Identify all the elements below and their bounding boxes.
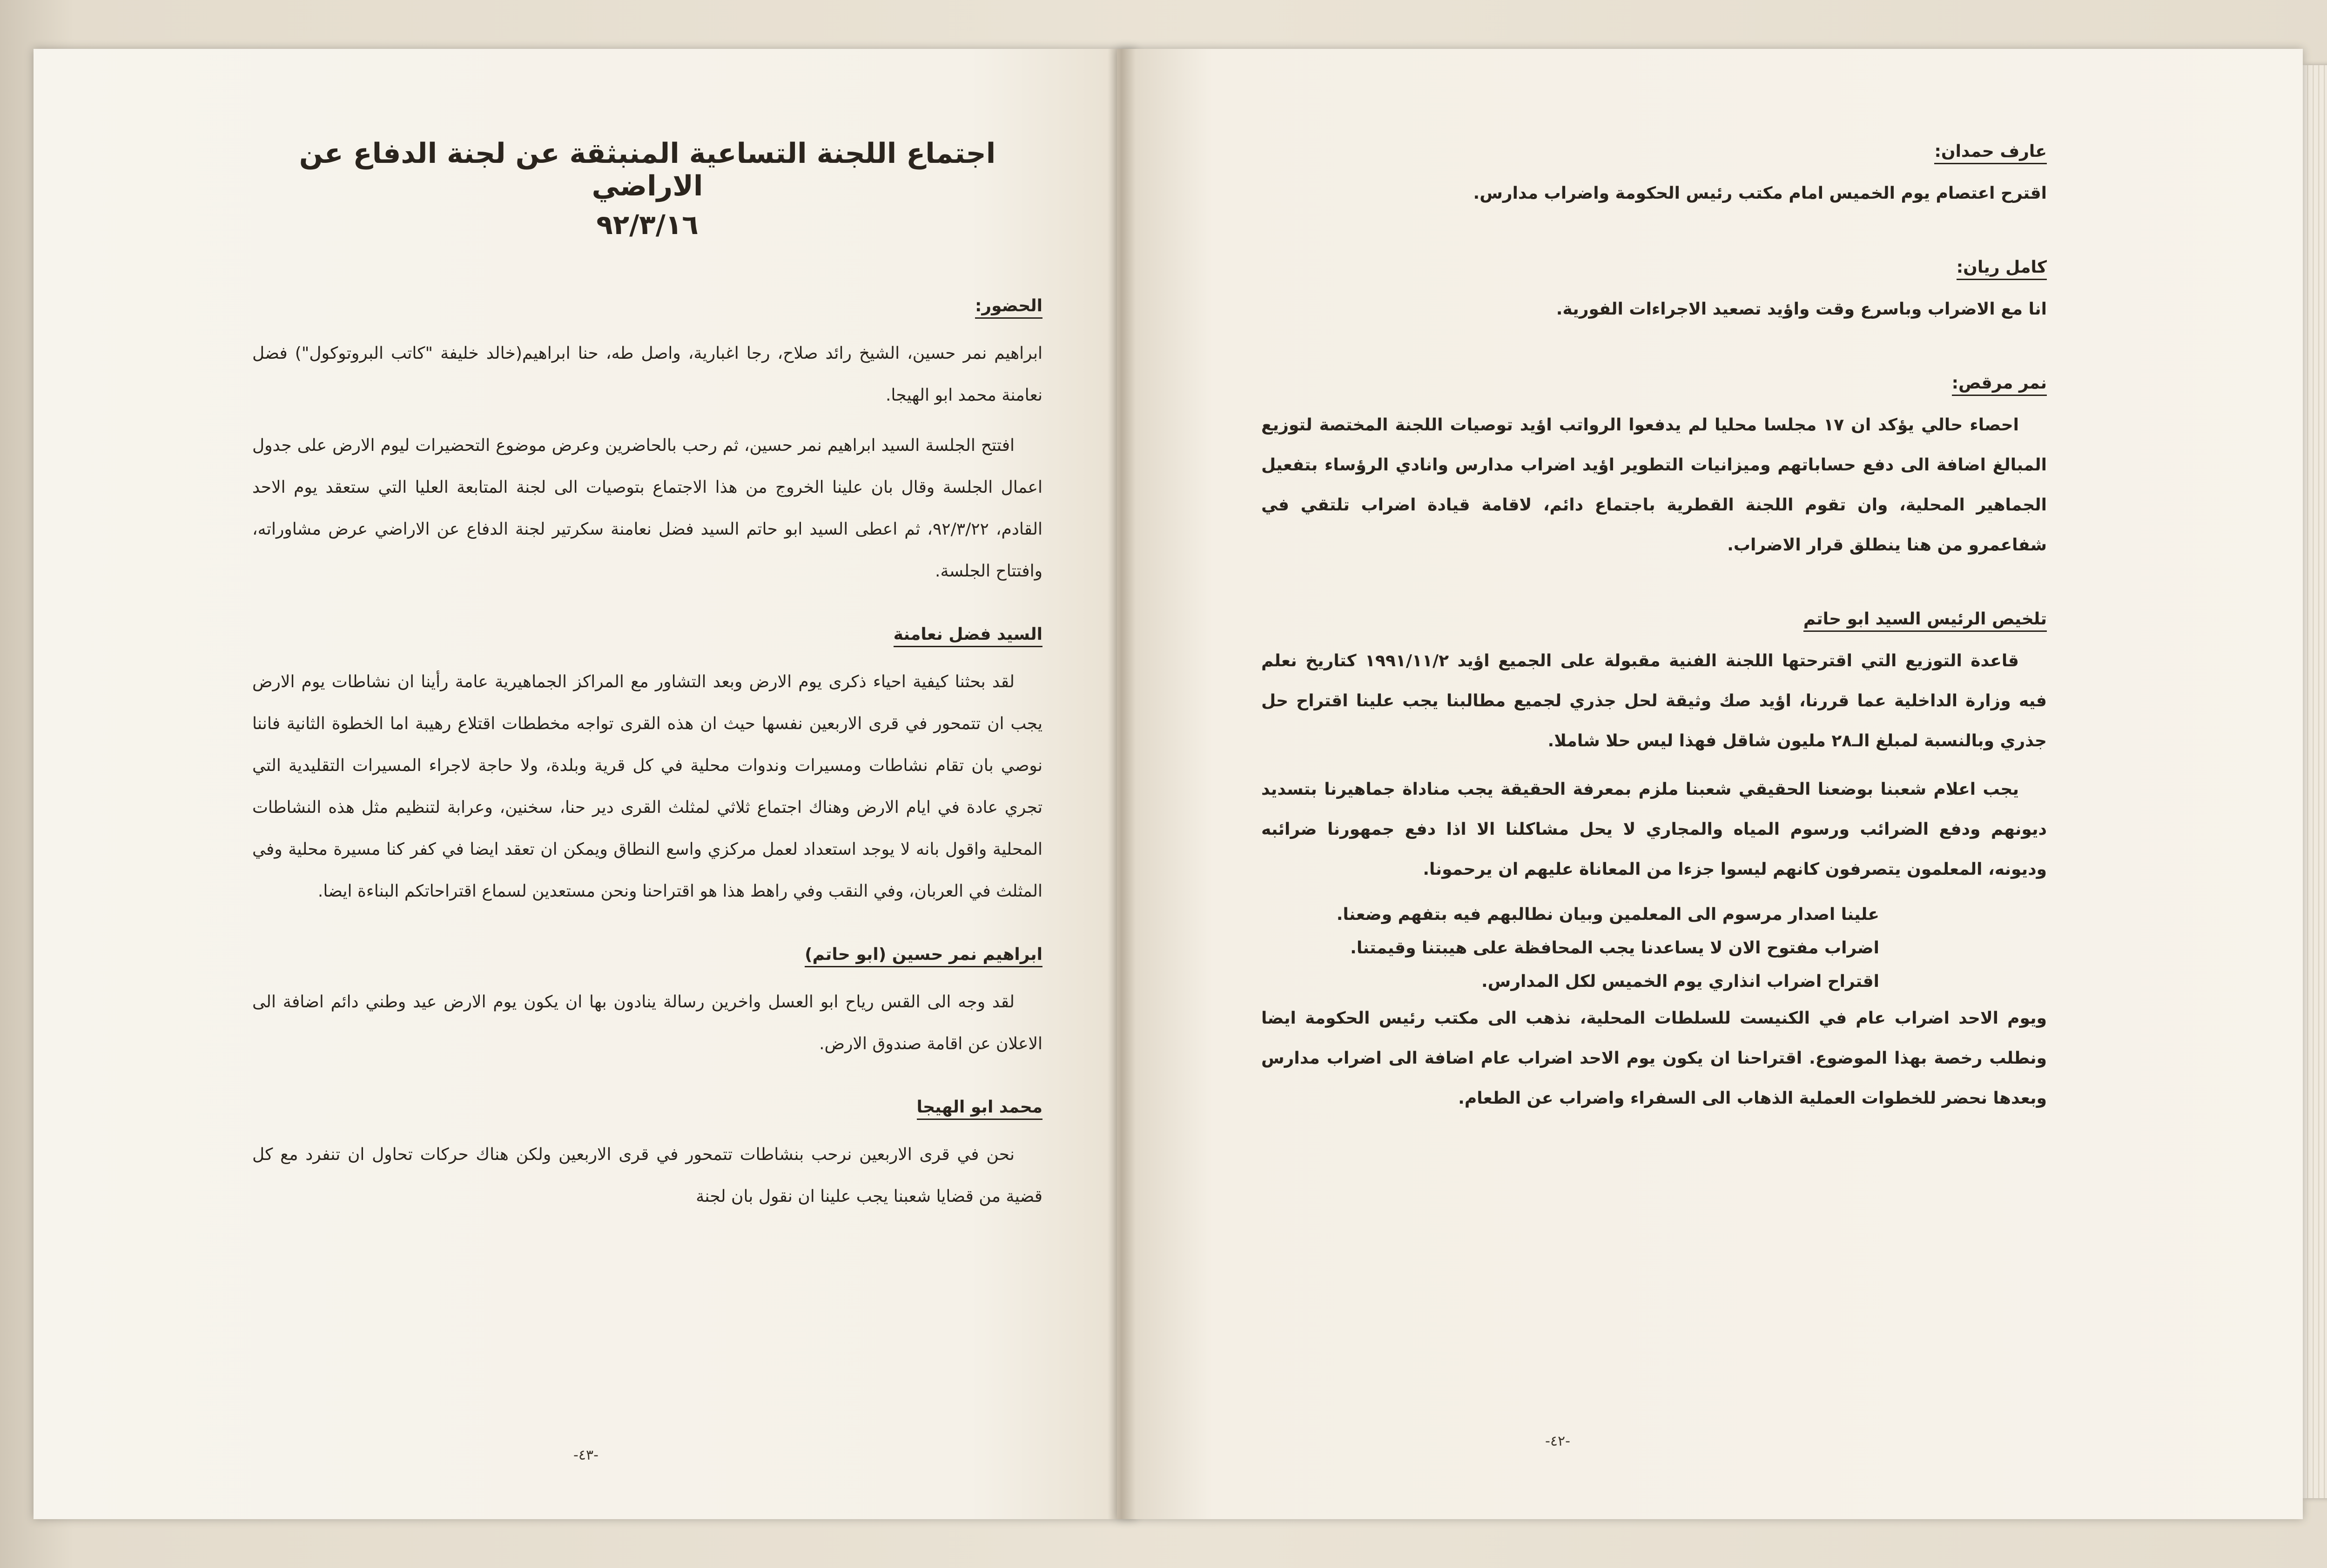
left-page-content bbox=[252, 137, 1042, 1250]
speaker-section bbox=[252, 625, 1042, 912]
summary-paragraph: يجب اعلام شعبنا بوضعنا الحقيقي شعبنا ملزم بمعرفة الحقيقة يجب مناداة جماهيرنا بتسديد ديونهم ودفع الضرائب ورسوم المياه والمجاري لا يحل مشاكلنا الا اذا دفع جمهورنا ضرائبه وديونه، المعلمون يتصرفون كانهم ليسوا جزءا من المعاناة عليهم ان يرحمونا. bbox=[1261, 780, 2047, 879]
attendance-section bbox=[252, 296, 1042, 592]
summary-paragraph: ويوم الاحد اضراب عام في الكنيست للسلطات المحلية، نذهب الى مكتب رئيس الحكومة ايضا ونطلب رخصة بهذا الموضوع. اقتراحنا ان يكون يوم الاحد اضراب عام اضافة الى اضراب مدارس وبعدها نحضر للخطوات العملية الذهاب الى السفراء واضراب عن الطعام. bbox=[1261, 1009, 2047, 1108]
speaker-label: كامل ريان: bbox=[1957, 258, 2047, 280]
speaker-section bbox=[1261, 258, 2047, 329]
speaker-label: نمر مرقص: bbox=[1952, 374, 2047, 396]
speaker-text: انا مع الاضراب وباسرع وقت واؤيد تصعيد الاجراءات الفورية. bbox=[1556, 300, 2047, 319]
speaker-label: السيد فضل نعامنة bbox=[894, 625, 1042, 647]
page-number: -٤٢- bbox=[1545, 1433, 1570, 1449]
summary-paragraph: قاعدة التوزيع التي اقترحتها اللجنة الفنية مقبولة على الجميع اؤيد ١٩٩١/١١/٢ كتاريخ نعلم فيه وزارة الداخلية عما قررنا، اؤيد صك وثيقة لحل جذري لجميع مطالبنا يجب علينا اقتراح حل جذري وبالنسبة لمبلغ الـ٢٨ مليون شاقل فهذا ليس حلا شاملا. bbox=[1261, 651, 2047, 750]
left-page bbox=[34, 49, 1136, 1519]
speaker-label: محمد ابو الهيجا bbox=[917, 1098, 1042, 1120]
speaker-section bbox=[252, 945, 1042, 1065]
speaker-text: احصاء حالي يؤكد ان ١٧ مجلسا محليا لم يدفعوا الرواتب اؤيد توصيات اللجنة المختصة لتوزيع المبالغ اضافة الى دفع حساباتهم وميزانيات التطوير اؤيد اضراب مدارس وانادي الرؤساء بتفعيل الجماهير المحلية، وان تقوم اللجنة القطرية باجتماع دائم، لاقامة قيادة اضراب تلتقي في شفاعمرو من هنا ينطلق قرار الاضراب. bbox=[1261, 415, 2047, 555]
speaker-label: ابراهيم نمر حسين (ابو حاتم) bbox=[805, 945, 1042, 967]
document-date: ٩٢/٣/١٦ bbox=[596, 209, 699, 241]
document-title: اجتماع اللجنة التساعية المنبثقة عن لجنة الدفاع عن الاراضي bbox=[299, 137, 996, 202]
book-gutter bbox=[1108, 49, 1136, 1519]
speaker-text: نحن في قرى الاربعين نرحب بنشاطات تتمحور في قرى الاربعين ولكن هناك حركات تحاول ان تنفرد مع كل قضية من قضايا شعبنا يجب علينا ان نقول بان لجنة bbox=[252, 1145, 1042, 1206]
summary-line: اضراب مفتوح الان لا يساعدنا يجب المحافظة على هيبتنا وقيمتنا. bbox=[1350, 938, 1879, 958]
right-page bbox=[1117, 49, 2303, 1519]
summary-section bbox=[1261, 610, 2047, 1119]
summary-label: تلخيص الرئيس السيد ابو حاتم bbox=[1803, 610, 2047, 632]
page-edge-stack bbox=[2303, 65, 2327, 1498]
speaker-section bbox=[1261, 142, 2047, 214]
speaker-text: لقد وجه الى القس رياح ابو العسل واخرين رسالة ينادون بها ان يكون يوم الارض عيد وطني دائم اضافة الى الاعلان عن اقامة صندوق الارض. bbox=[252, 992, 1042, 1053]
attendance-text: ابراهيم نمر حسين، الشيخ رائد صلاح، رجا اغبارية، واصل طه، حنا ابراهيم(خالد خليفة "كاتب البروتوكول") فضل نعامنة محمد ابو الهيجا. bbox=[252, 344, 1042, 405]
speaker-section bbox=[1261, 374, 2047, 565]
speaker-label: عارف حمدان: bbox=[1934, 142, 2047, 164]
right-page-content bbox=[1261, 142, 2047, 1163]
summary-line: اقتراح اضراب انذاري يوم الخميس لكل المدارس. bbox=[1481, 972, 1879, 991]
attendance-label: الحضور: bbox=[975, 296, 1042, 319]
page-number: -٤٣- bbox=[573, 1447, 599, 1463]
speaker-text: لقد بحثنا كيفية احياء ذكرى يوم الارض وبعد التشاور مع المراكز الجماهيرية عامة رأينا ان نشاطات يوم الارض يجب ان تتمحور في قرى الاربعين نفسها حيث ان هذه القرى تواجه مخططات اقتلاع رهيبة اما الخطوة الثانية فاننا نوصي بان تقام نشاطات ومسيرات وندوات محلية في كل قرية وبلدة، ولا حاجة لاجراء المسيرات التقليدية التي تجري عادة في ايام الارض وهناك اجتماع ثلاثي لمثلث القرى دير حنا، سخنين، وعرابة لتنظيم مثل هذه النشاطات المحلية واقول بانه لا يوجد استعداد لعمل مركزي واسع النطاق ويمكن ان تعقد ايضا في كفر كنا مسيرة محلية وفي المثلث في العربان، وفي النقب وفي راهط هذا هو اقتراحنا ونحن مستعدين لسماع اقتراحاتكم البناءة ايضا. bbox=[252, 672, 1042, 901]
opening-text: افتتح الجلسة السيد ابراهيم نمر حسين، ثم رحب بالحاضرين وعرض موضوع التحضيرات ليوم الارض على جدول اعمال الجلسة وقال بان علينا الخروج من هذا الاجتماع بتوصيات الى لجنة المتابعة العليا التي ستعقد يوم الاحد القادم، ٩٢/٣/٢٢، ثم اعطى السيد ابو حاتم السيد فضل نعامنة سكرتير لجنة الدفاع عن الاراضي عرض مشاوراته، وافتتاح الجلسة. bbox=[252, 436, 1042, 581]
summary-line: علينا اصدار مرسوم الى المعلمين وبيان نطالبهم فيه بتفهم وضعنا. bbox=[1336, 905, 1879, 924]
speaker-text: اقترح اعتصام يوم الخميس امام مكتب رئيس الحكومة واضراب مدارس. bbox=[1473, 184, 2047, 203]
speaker-section bbox=[252, 1098, 1042, 1218]
